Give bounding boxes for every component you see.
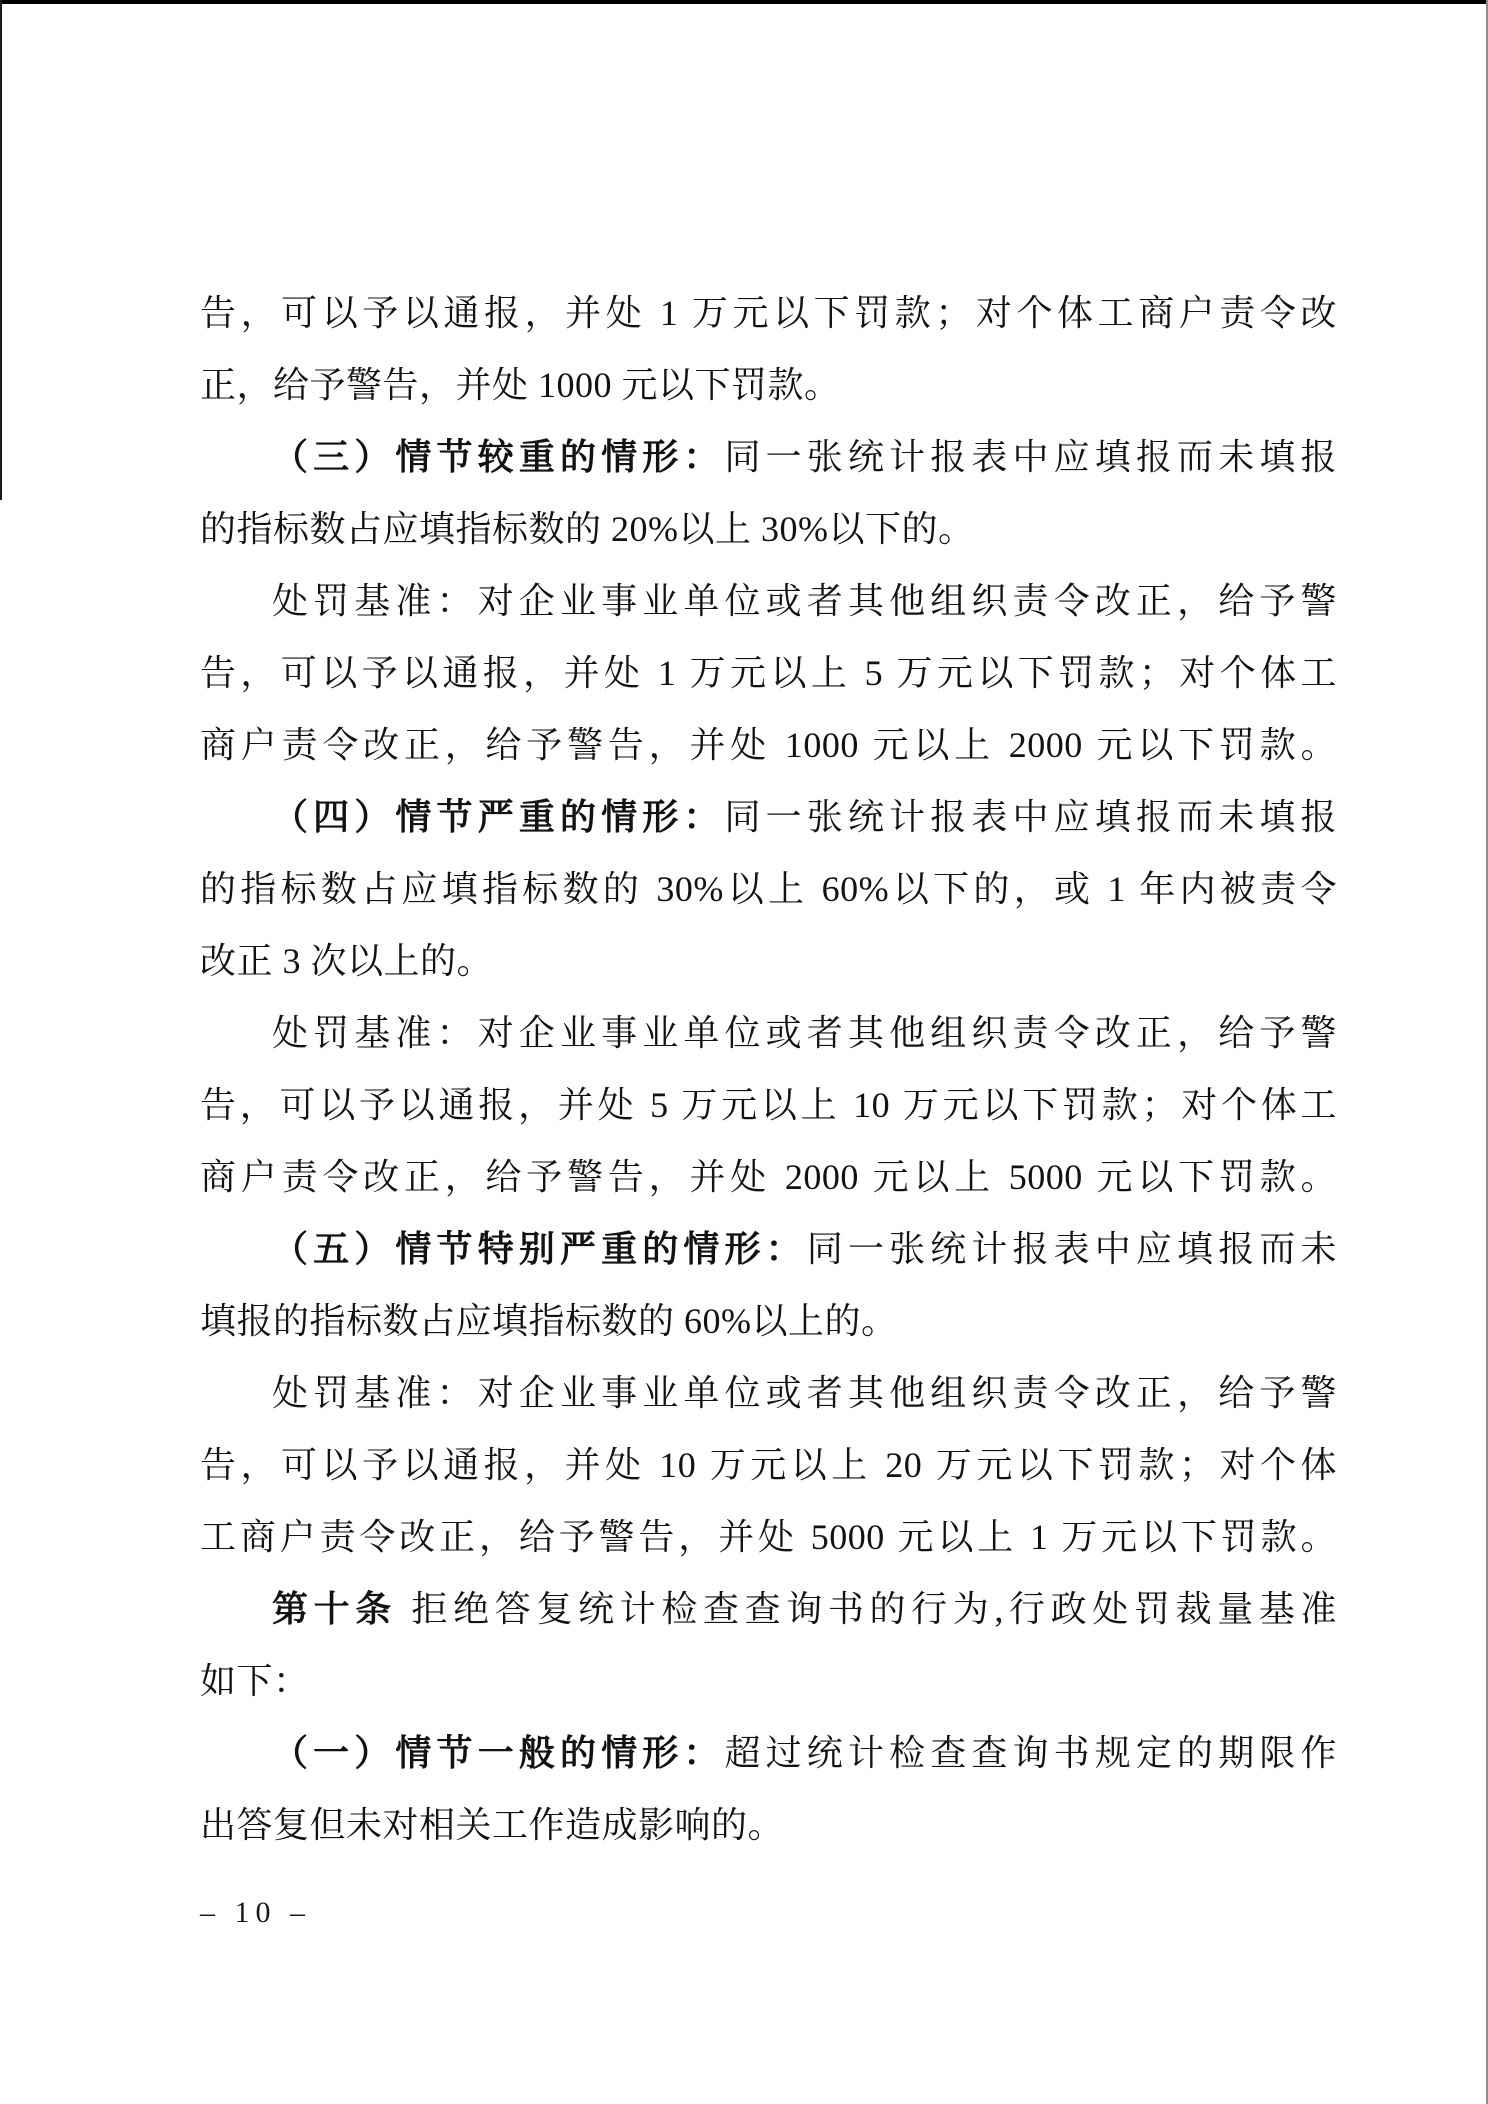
text-line-section-3-header [200, 421, 1337, 493]
text-line [200, 1789, 1337, 1861]
page-number: – 10 – [200, 1896, 311, 1929]
text-line [200, 565, 1337, 637]
text-line [200, 493, 1337, 565]
text-line-article-10 [200, 1573, 1337, 1645]
text-line [200, 349, 1337, 421]
text-run: 同一张统计报表中应填报而未填报 [724, 437, 1337, 477]
text-run: 告，可以予以通报，并处 5 万元以上 10 万元以下罚款；对个体工 [200, 1085, 1337, 1125]
bold-run: （三）情节较重的情形： [272, 437, 725, 477]
text-run: 出答复但未对相关工作造成影响的。 [200, 1805, 785, 1845]
text-line [200, 1069, 1337, 1141]
text-line [200, 1357, 1337, 1429]
text-run: 处罚基准：对企业事业单位或者其他组织责令改正，给予警 [272, 1013, 1337, 1053]
text-line [200, 637, 1337, 709]
bold-run: （一）情节一般的情形： [272, 1733, 725, 1773]
text-line [200, 1429, 1337, 1501]
text-run: 如下： [200, 1661, 310, 1701]
text-line [200, 997, 1337, 1069]
text-line [200, 1501, 1337, 1573]
text-line [200, 709, 1337, 781]
text-line [200, 925, 1337, 997]
text-run: 告，可以予以通报，并处 10 万元以上 20 万元以下罚款；对个体 [200, 1445, 1337, 1485]
text-run: 同一张统计报表中应填报而未 [806, 1229, 1337, 1269]
text-line [200, 277, 1337, 349]
text-run: 超过统计检查查询书规定的期限作 [724, 1733, 1337, 1773]
text-line [200, 1285, 1337, 1357]
text-run: 正，给予警告，并处 1000 元以下罚款。 [200, 365, 841, 405]
text-line [200, 1645, 1337, 1717]
text-line-section-4-header [200, 781, 1337, 853]
document-body [200, 277, 1337, 1861]
scan-edge-top [0, 0, 1488, 4]
text-line-section-1-header [200, 1717, 1337, 1789]
text-run: 处罚基准：对企业事业单位或者其他组织责令改正，给予警 [272, 581, 1337, 621]
text-run: 的指标数占应填指标数的 20%以上 30%以下的。 [200, 509, 975, 549]
text-run: 处罚基准：对企业事业单位或者其他组织责令改正，给予警 [272, 1373, 1337, 1413]
text-run: 填报的指标数占应填指标数的 60%以上的。 [200, 1301, 898, 1341]
text-line [200, 853, 1337, 925]
text-run: 商户责令改正，给予警告，并处 2000 元以上 5000 元以下罚款。 [200, 1157, 1337, 1197]
text-line-section-5-header [200, 1213, 1337, 1285]
scan-edge-left [0, 0, 2, 500]
text-line [200, 1141, 1337, 1213]
bold-run: （四）情节严重的情形： [272, 797, 725, 837]
bold-run: （五）情节特别严重的情形： [272, 1229, 807, 1269]
bold-run: 第十条 [272, 1589, 397, 1629]
text-run: 告，可以予以通报，并处 1 万元以上 5 万元以下罚款；对个体工 [200, 653, 1337, 693]
text-run: 同一张统计报表中应填报而未填报 [724, 797, 1337, 837]
text-run: 工商户责令改正，给予警告，并处 5000 元以上 1 万元以下罚款。 [200, 1517, 1337, 1557]
text-run: 告，可以予以通报，并处 1 万元以下罚款；对个体工商户责令改 [200, 293, 1337, 333]
text-run: 商户责令改正，给予警告，并处 1000 元以上 2000 元以下罚款。 [200, 725, 1337, 765]
text-run: 的指标数占应填指标数的 30%以上 60%以下的，或 1 年内被责令 [200, 869, 1337, 909]
text-run: 改正 3 次以上的。 [200, 941, 494, 981]
text-run: 拒绝答复统计检查查询书的行为,行政处罚裁量基准 [396, 1589, 1337, 1629]
